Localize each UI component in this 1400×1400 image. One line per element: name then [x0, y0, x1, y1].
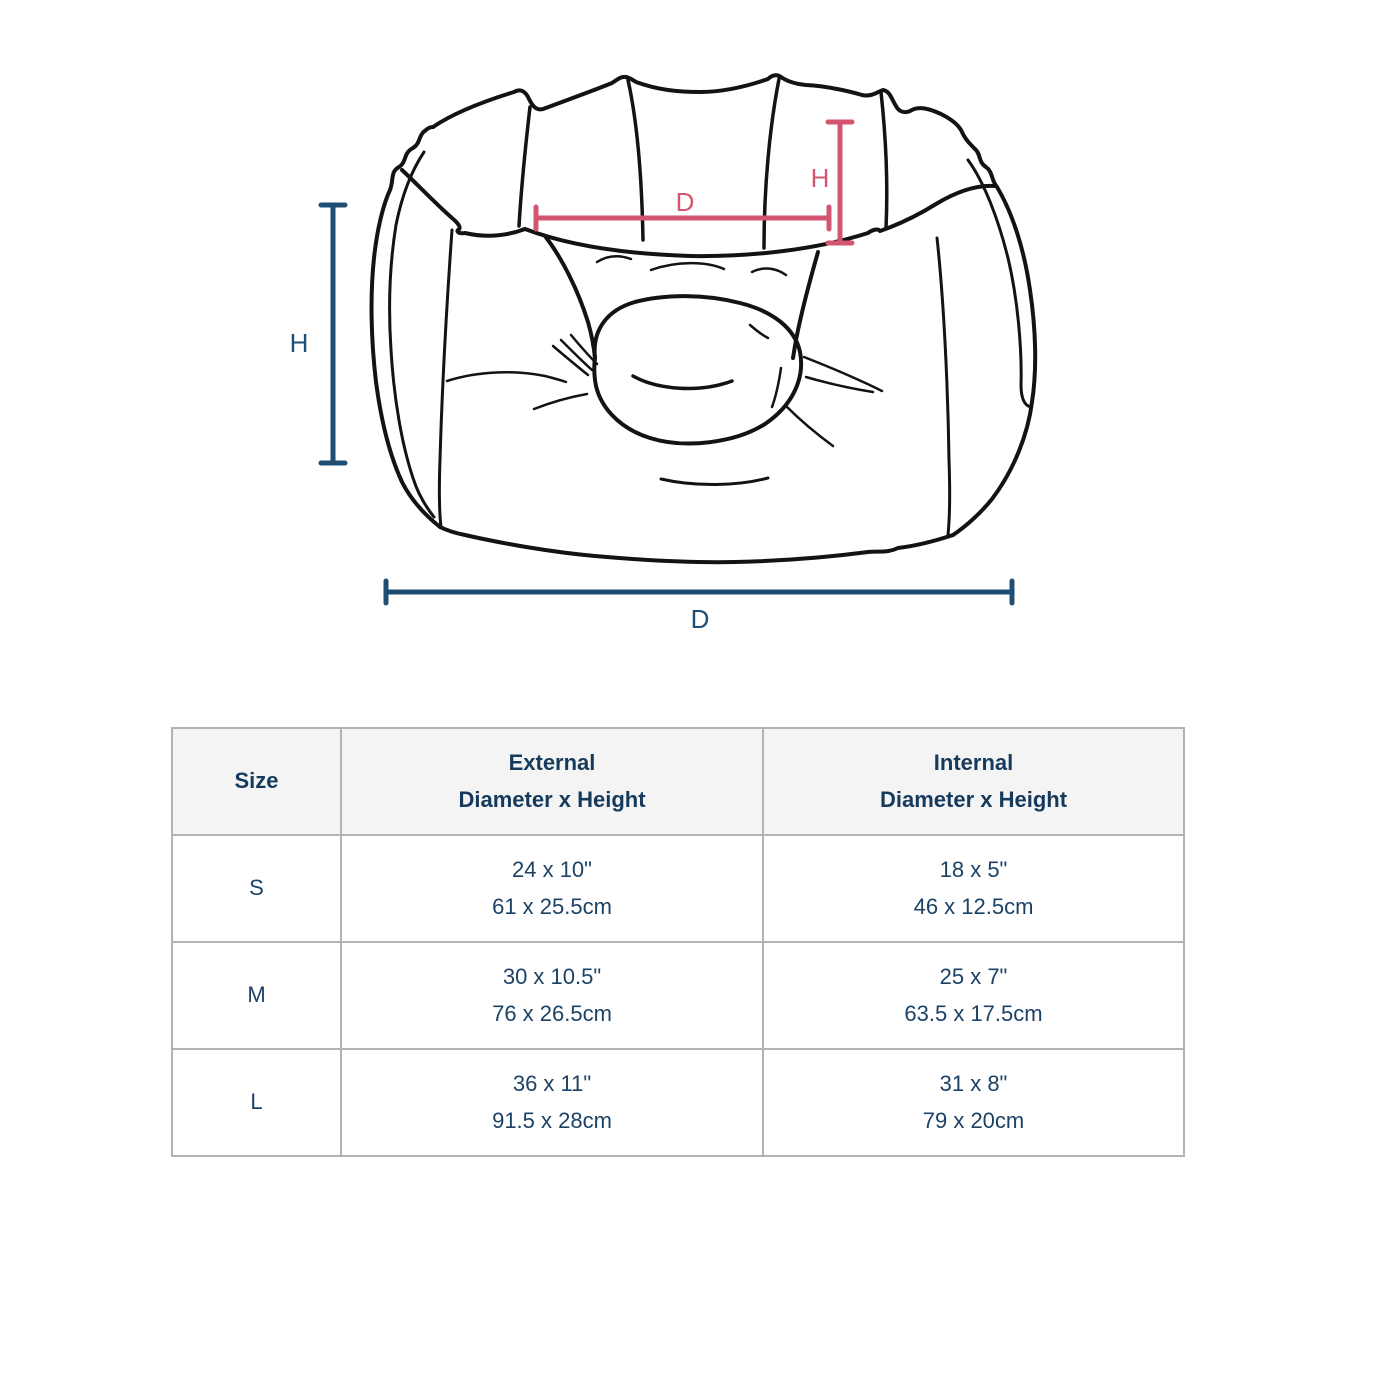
bed-right-outer-edge [953, 149, 1035, 535]
external-dims-m [341, 942, 763, 1049]
table-row-small [172, 835, 1184, 942]
internal-dims-l [763, 1049, 1184, 1156]
internal-cm-s: 46 x 12.5cm [913, 893, 1034, 919]
wrinkle-right-mid [806, 377, 873, 392]
header-size: Size [172, 728, 341, 835]
bed-back-seam-1 [519, 107, 530, 226]
bed-bottom-edge [440, 527, 953, 562]
internal-height-label: H [810, 163, 830, 193]
size-label-m: M [172, 942, 341, 1049]
bed-right-flap-seam [968, 160, 1031, 407]
external-cm-l: 91.5 x 28cm [492, 1107, 612, 1133]
bed-back-seam-4 [881, 92, 887, 228]
internal-diameter-label: D [675, 187, 695, 217]
bed-bowl-edge [402, 170, 994, 256]
table-row-medium [172, 942, 1184, 1049]
bed-left-bolster-fold [545, 236, 595, 358]
cushion-arc-left [597, 256, 631, 262]
pillow-crease-kink [750, 325, 768, 338]
wrinkle-right-crease [772, 368, 781, 407]
cushion-arc-right [752, 268, 786, 275]
external-diameter-label: D [690, 604, 710, 634]
bed-left-flap-seam [390, 152, 434, 517]
cushion-arc-middle [651, 263, 724, 270]
external-dims-s [341, 835, 763, 942]
header-external-line2: Diameter x Height [458, 786, 646, 812]
external-cm-s: 61 x 25.5cm [492, 893, 612, 919]
header-external [341, 728, 763, 835]
external-dims-l [341, 1049, 763, 1156]
external-inches-l: 36 x 11" [512, 1071, 592, 1097]
wrinkle-right-lower [786, 406, 833, 446]
internal-inches-l: 31 x 8" [939, 1071, 1008, 1097]
bed-top-rim [433, 75, 975, 149]
bed-center-pillow [594, 296, 801, 443]
external-inches-m: 30 x 10.5" [502, 964, 602, 990]
header-internal-line2: Diameter x Height [879, 786, 1068, 812]
internal-cm-m: 63.5 x 17.5cm [904, 1000, 1043, 1026]
bed-front-right-seam [937, 238, 950, 535]
size-label-l: L [172, 1049, 341, 1156]
internal-inches-s: 18 x 5" [939, 857, 1008, 883]
external-inches-s: 24 x 10" [512, 857, 592, 883]
internal-cm-l: 79 x 20cm [922, 1107, 1025, 1133]
external-height-label: H [289, 328, 309, 358]
size-table [171, 727, 1185, 1157]
wrinkle-left-lower [534, 394, 587, 409]
bed-back-seam-3 [764, 79, 779, 248]
size-table-header-row [172, 728, 1184, 835]
internal-dims-s [763, 835, 1184, 942]
table-row-large [172, 1049, 1184, 1156]
bed-line-art [372, 75, 1036, 562]
header-external-line1: External [508, 750, 596, 776]
pillow-smile-wrinkle [633, 376, 732, 388]
header-internal [763, 728, 1184, 835]
wrinkle-left-long [447, 372, 566, 382]
external-cm-m: 76 x 26.5cm [492, 1000, 612, 1026]
bed-front-left-seam [439, 230, 452, 527]
size-label-s: S [172, 835, 341, 942]
header-internal-line1: Internal [933, 750, 1014, 776]
internal-dims-m [763, 942, 1184, 1049]
wrinkle-below-pillow [661, 478, 768, 485]
internal-dimension-lines [536, 122, 852, 243]
internal-inches-m: 25 x 7" [939, 964, 1008, 990]
